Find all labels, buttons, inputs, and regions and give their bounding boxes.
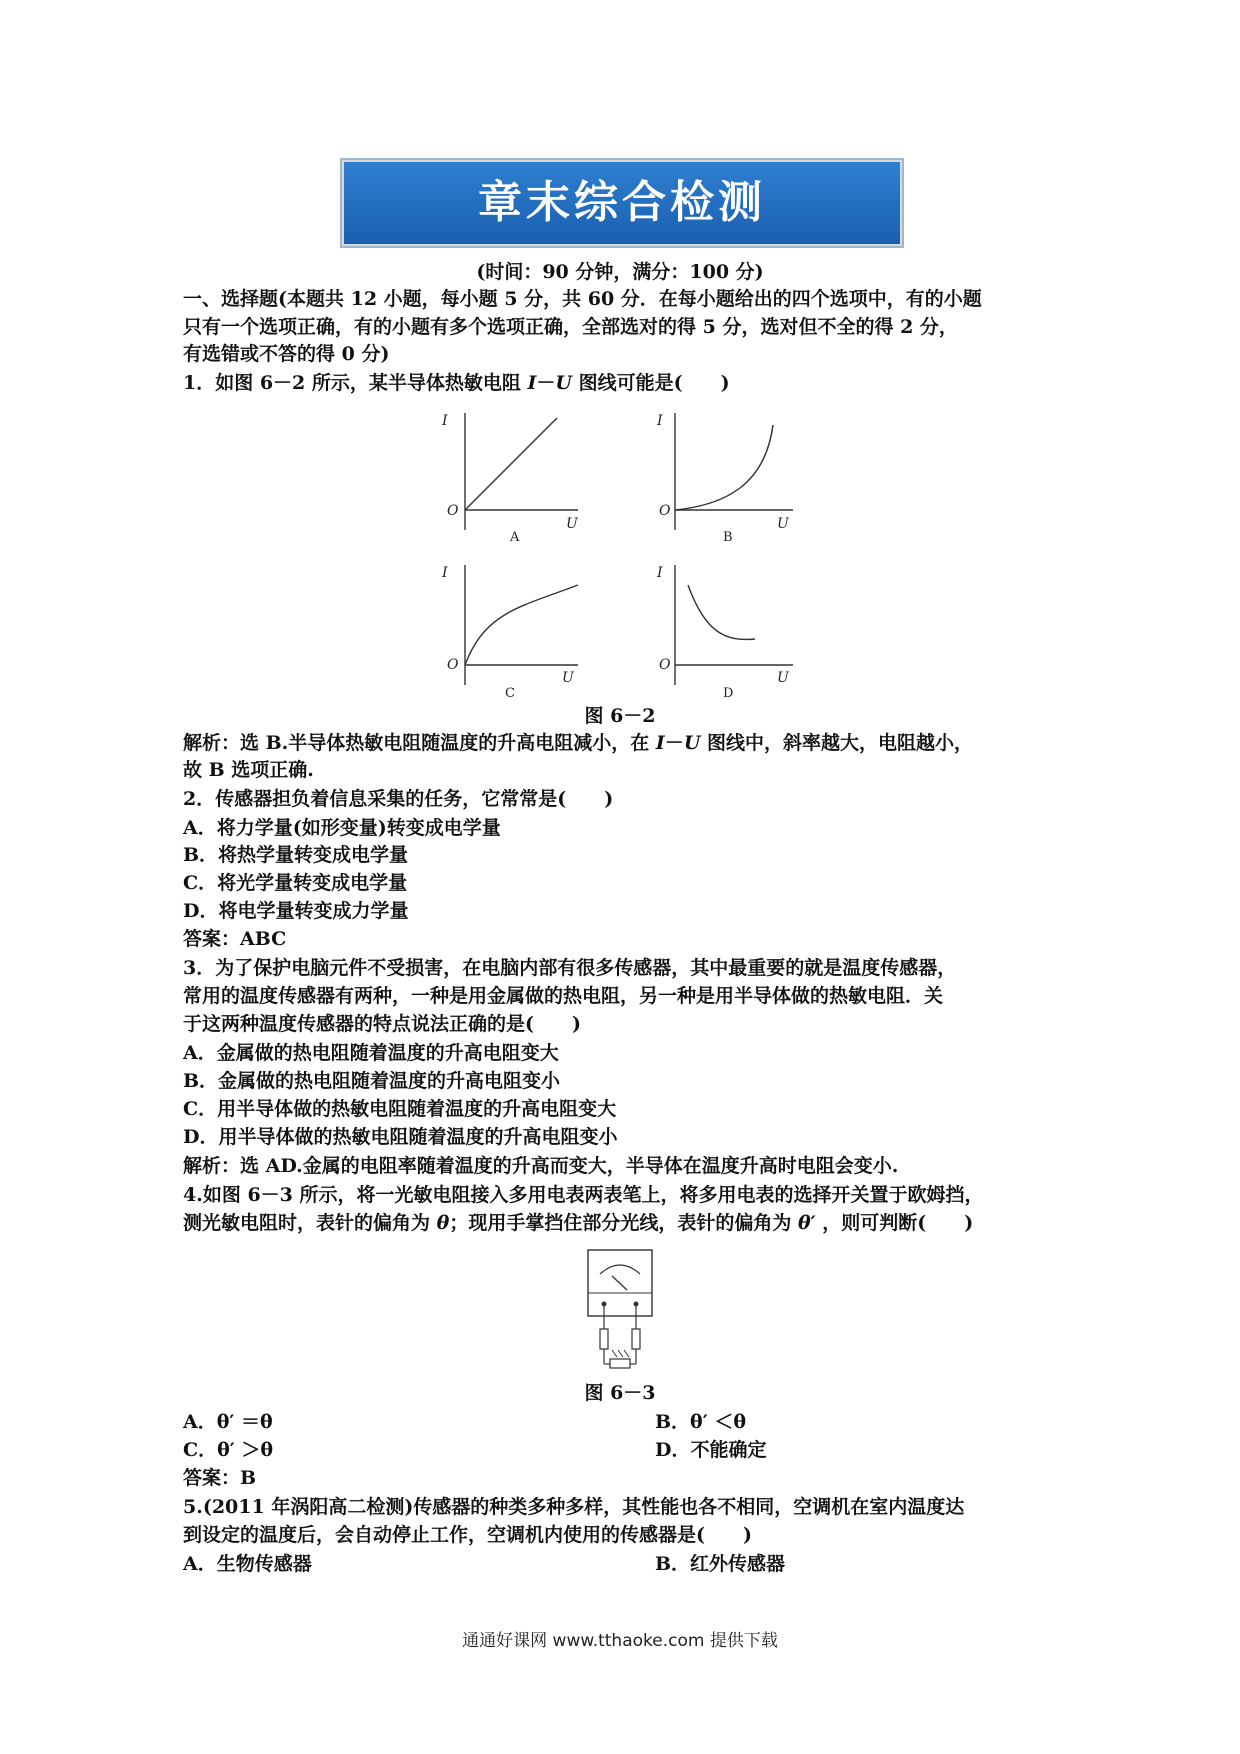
origin-label: O <box>447 503 459 519</box>
analysis-line: 解析：选 AD.金属的电阻率随着温度的升高而变大，半导体在温度升高时电阻会变小. <box>183 1155 899 1177</box>
light-arrow <box>618 1350 623 1357</box>
option-b: B．红外传感器 <box>655 1553 786 1575</box>
option-a: A．金属做的热电阻随着温度的升高电阻变大 <box>183 1042 559 1064</box>
light-arrow <box>624 1350 629 1357</box>
analysis-line <box>183 730 973 756</box>
axis-label-u: U <box>566 516 578 532</box>
question-text: ；现用手掌挡住部分光线，表针的偏角为 <box>449 1212 798 1234</box>
time-info: (时间：90 分钟，满分：100 分) <box>476 261 764 283</box>
curve-linear <box>465 418 557 510</box>
section-instruction-line: 有选错或不答的得 0 分) <box>183 343 390 365</box>
graph-b <box>655 405 815 545</box>
question-text: 1．如图 6－2 所示，某半导体热敏电阻 <box>183 372 528 394</box>
graph-caption: B <box>723 530 733 545</box>
question-3-stem: 3．为了保护电脑元件不受损害，在电脑内部有很多传感器，其中最重要的就是温度传感器， <box>183 957 957 979</box>
dash: － <box>536 372 556 394</box>
question-text: ，则可判断( ) <box>815 1212 974 1234</box>
figure-caption: 图 6－2 <box>584 705 656 727</box>
question-4-stem <box>183 1210 973 1236</box>
dash: － <box>664 732 684 754</box>
option-c: C．用半导体做的热敏电阻随着温度的升高电阻变大 <box>183 1098 617 1120</box>
option-c: C．将光学量转变成电学量 <box>183 872 408 894</box>
axis-label-i: I <box>657 565 663 581</box>
answer: 答案：ABC <box>183 928 287 950</box>
option-c: C．θ′ ＞θ <box>183 1439 274 1461</box>
theta: θ <box>436 1212 450 1234</box>
analysis-line: 故 B 选项正确. <box>183 759 314 781</box>
graph-caption: D <box>723 686 734 701</box>
option-a: A．生物传感器 <box>183 1553 312 1575</box>
axis-label-i: I <box>442 565 448 581</box>
light-arrow <box>612 1350 617 1357</box>
figure-caption: 图 6－3 <box>584 1382 656 1404</box>
photoresistor <box>610 1359 630 1368</box>
option-b: B．θ′ ＜θ <box>655 1411 747 1433</box>
probe-right <box>632 1329 640 1349</box>
axis-label-u: U <box>777 670 789 686</box>
axis-label-u: U <box>562 670 574 686</box>
axis-label-i: I <box>442 413 448 429</box>
curve-saturating <box>465 585 578 665</box>
question-text: 图线可能是( ) <box>572 372 730 394</box>
curve-falling <box>688 585 755 639</box>
variable-i: I <box>527 372 537 394</box>
origin-label: O <box>659 657 671 673</box>
chapter-title-banner <box>342 160 902 246</box>
question-5-stem: 5.(2011 年涡阳高二检测)传感器的种类多种多样，其性能也各不相同，空调机在室内温度达 <box>183 1496 965 1518</box>
analysis-text: 解析：选 B.半导体热敏电阻随温度的升高电阻减小，在 <box>183 732 656 754</box>
option-d: D．用半导体做的热敏电阻随着温度的升高电阻变小 <box>183 1126 618 1148</box>
question-3-stem: 常用的温度传感器有两种，一种是用金属做的热电阻，另一种是用半导体做的热敏电阻．关 <box>183 985 944 1007</box>
graph-d <box>655 557 815 702</box>
question-2-stem: 2．传感器担负着信息采集的任务，它常常是( ) <box>183 788 614 810</box>
section-instruction-line: 只有一个选项正确，有的小题有多个选项正确，全部选对的得 5 分，选对但不全的得 2 分， <box>183 316 958 338</box>
chapter-title: 章末综合检测 <box>478 177 766 228</box>
axis-label-u: U <box>777 516 789 532</box>
section-instruction-line: 一、选择题(本题共 12 小题，每小题 5 分，共 60 分．在每小题给出的四个选项中，有的小题 <box>183 288 982 310</box>
analysis-text: 图线中，斜率越大，电阻越小， <box>700 732 974 754</box>
answer: 答案：B <box>183 1467 257 1489</box>
variable-u: U <box>555 372 572 394</box>
variable-u: U <box>683 732 701 754</box>
variable-i: I <box>655 732 665 754</box>
origin-label: O <box>659 503 671 519</box>
multimeter-circuit-figure <box>580 1246 670 1376</box>
axis-label-i: I <box>657 413 663 429</box>
graph-caption: A <box>510 530 520 545</box>
option-d: D．不能确定 <box>655 1439 767 1461</box>
question-text: 测光敏电阻时，表针的偏角为 <box>183 1212 437 1234</box>
theta-prime: θ′ <box>797 1212 816 1234</box>
question-4-stem: 4.如图 6－3 所示，将一光敏电阻接入多用电表两表笔上，将多用电表的选择开关置于欧姆挡， <box>183 1184 984 1206</box>
origin-label: O <box>447 657 459 673</box>
graph-a <box>440 405 600 545</box>
option-b: B．将热学量转变成电学量 <box>183 844 409 866</box>
curve-rising <box>675 425 773 510</box>
question-3-stem: 于这两种温度传感器的特点说法正确的是( ) <box>183 1013 581 1035</box>
graph-caption: C <box>505 686 515 701</box>
option-a: A．将力学量(如形变量)转变成电学量 <box>183 817 501 839</box>
question-1-stem <box>183 370 730 396</box>
graph-c <box>440 557 600 702</box>
option-b: B．金属做的热电阻随着温度的升高电阻变小 <box>183 1070 561 1092</box>
question-5-stem: 到设定的温度后，会自动停止工作，空调机内使用的传感器是( ) <box>183 1524 752 1546</box>
option-a: A．θ′ ＝θ <box>183 1411 273 1433</box>
probe-left <box>600 1329 608 1349</box>
option-d: D．将电学量转变成力学量 <box>183 900 409 922</box>
page-footer: 通通好课网 www.tthaoke.com 提供下载 <box>462 1631 778 1651</box>
